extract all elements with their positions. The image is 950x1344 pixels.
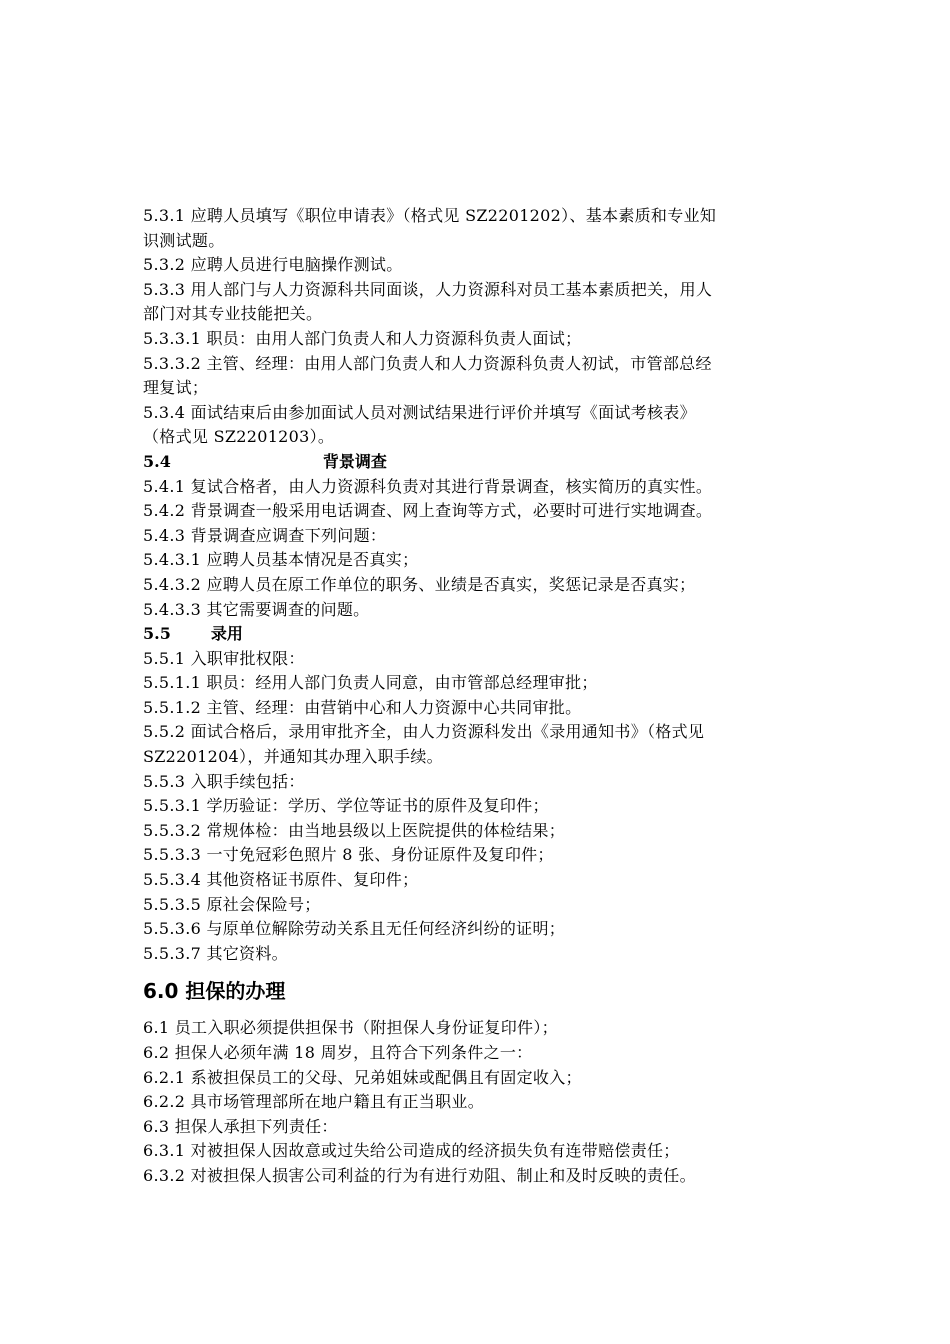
text-line: 部门对其专业技能把关。 — [143, 304, 323, 324]
section-5-5 — [143, 647, 827, 967]
text-line: 5.4.3.3 其它需要调查的问题。 — [143, 599, 370, 619]
text-line: SZ2201204），并通知其办理入职手续。 — [143, 747, 443, 767]
text-line: 5.3.3 用人部门与人力资源科共同面谈，人力资源科对员工基本素质把关，用人 — [143, 279, 713, 299]
text-line: 6.2 担保人必须年满 18 周岁，且符合下列条件之一： — [143, 1043, 533, 1062]
text-line: 5.5.1.2 主管、经理：由营销中心和人力资源中心共同审批。 — [143, 697, 582, 717]
text-line: 5.5.2 面试合格后，录用审批齐全，由人力资源科发出《录用通知书》（格式见 — [143, 722, 705, 742]
text-line: 5.5.3.6 与原单位解除劳动关系且无任何经济纠纷的证明； — [143, 919, 566, 939]
text-line: 5.5.3.7 其它资料。 — [143, 943, 288, 963]
text-line: 5.3.4 面试结束后由参加面试人员对测试结果进行评价并填写《面试考核表》 — [143, 402, 696, 422]
section-5-4 — [143, 475, 827, 623]
text-line: 5.5.3.4 其他资格证书原件、复印件； — [143, 870, 419, 890]
text-line: 5.4.3 背景调查应调查下列问题： — [143, 525, 387, 545]
text-line: 5.3.2 应聘人员进行电脑操作测试。 — [143, 255, 403, 275]
text-line: 6.3 担保人承担下列责任： — [143, 1116, 338, 1136]
heading-number: 5.4 — [143, 451, 171, 471]
text-line: 5.5.1.1 职员：经用人部门负责人同意，由市管部总经理审批； — [143, 673, 598, 693]
text-line: 5.5.3.3 一寸免冠彩色照片 8 张、身份证原件及复印件； — [143, 845, 554, 865]
document-body — [143, 204, 827, 1189]
text-line: 5.3.1 应聘人员填写《职位申请表》（格式见 SZ2201202）、基本素质和专业知 — [143, 206, 717, 225]
heading-5-4 — [143, 450, 827, 475]
heading-number: 5.5 — [143, 624, 171, 644]
text-line: 5.5.1 入职审批权限： — [143, 648, 305, 668]
text-line: 6.2.2 具市场管理部所在地户籍且有正当职业。 — [143, 1092, 484, 1112]
text-line: 理复试； — [143, 378, 209, 398]
section-5-3 — [143, 204, 827, 450]
text-line: 5.4.3.2 应聘人员在原工作单位的职务、业绩是否真实，奖惩记录是否真实； — [143, 574, 696, 594]
text-line: 6.1 员工入职必须提供担保书（附担保人身份证复印件）； — [143, 1018, 558, 1038]
text-line: 5.5.3.1 学历验证：学历、学位等证书的原件及复印件； — [143, 796, 549, 816]
heading-6-0: 6.0 担保的办理 — [143, 979, 286, 1004]
section-6 — [143, 1016, 827, 1188]
text-line: 识测试题。 — [143, 230, 225, 250]
text-line: 5.3.3.2 主管、经理：由用人部门负责人和人力资源科负责人初试，市管部总经 — [143, 353, 712, 373]
heading-title: 背景调查 — [322, 451, 387, 471]
text-line: 5.4.3.1 应聘人员基本情况是否真实； — [143, 550, 419, 570]
heading-5-5 — [143, 622, 827, 647]
text-line: 6.3.1 对被担保人因故意或过失给公司造成的经济损失负有连带赔偿责任； — [143, 1141, 680, 1161]
text-line: 5.5.3.5 原社会保险号； — [143, 894, 321, 914]
text-line: 5.5.3.2 常规体检：由当地县级以上医院提供的体检结果； — [143, 820, 566, 840]
text-line: （格式见 SZ2201203）。 — [143, 427, 335, 447]
text-line: 6.3.2 对被担保人损害公司利益的行为有进行劝阻、制止和及时反映的责任。 — [143, 1165, 696, 1185]
heading-title: 录用 — [210, 624, 243, 644]
text-line: 5.3.3.1 职员：由用人部门负责人和人力资源科负责人面试； — [143, 328, 582, 348]
text-line: 5.5.3 入职手续包括： — [143, 771, 305, 791]
text-line: 5.4.2 背景调查一般采用电话调查、网上查询等方式，必要时可进行实地调查。 — [143, 501, 713, 521]
text-line: 6.2.1 系被担保员工的父母、兄弟姐妹或配偶且有固定收入； — [143, 1067, 582, 1087]
text-line: 5.4.1 复试合格者，由人力资源科负责对其进行背景调查，核实简历的真实性。 — [143, 476, 713, 496]
